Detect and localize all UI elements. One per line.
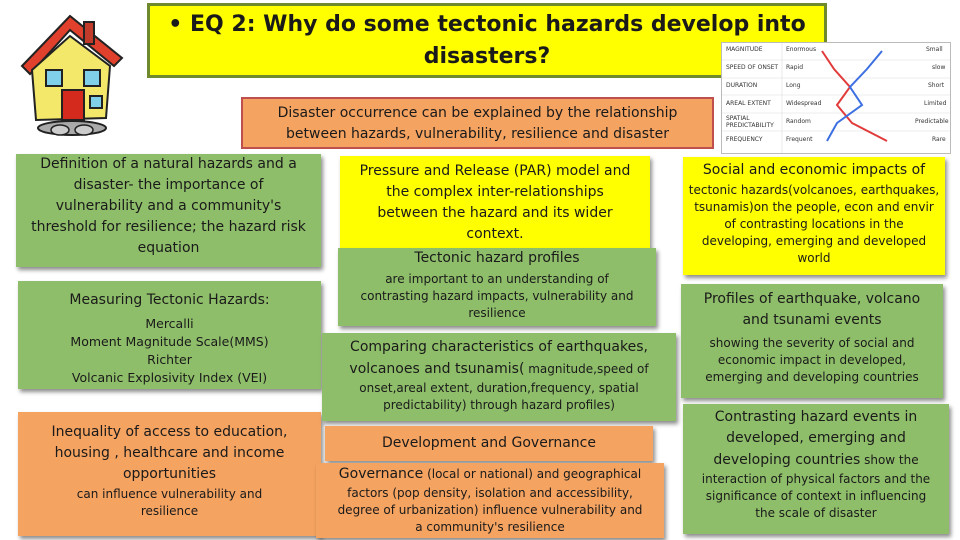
definition-box: [16, 154, 321, 267]
development-heading: Development and Governance: [382, 435, 596, 451]
text-line: developed, emerging and: [726, 430, 906, 446]
intro-line-2: between hazards, vulnerability, resilience and disaster: [286, 126, 669, 142]
text-line: the complex inter-relationships: [386, 184, 604, 200]
text-line: context.: [466, 226, 524, 242]
inequality-box: [18, 412, 321, 536]
row-left: Enormous: [786, 46, 817, 53]
text-line: threshold for resilience; the hazard risk: [31, 219, 306, 235]
row-right: Limited: [924, 100, 947, 107]
text-line: factors (pop density, isolation and accessibility,: [347, 486, 633, 500]
text-line: Pressure and Release (PAR) model and: [359, 163, 631, 179]
text-line: contrasting hazard impacts, vulnerability and: [360, 289, 634, 303]
text-line: a community's resilience: [415, 520, 565, 534]
text-line: between the hazard and its wider: [377, 205, 613, 221]
text-line: can influence vulnerability and: [76, 487, 263, 501]
row-label: FREQUENCY: [726, 136, 763, 143]
comparing-box: [322, 333, 676, 421]
text-line: showing the severity of social and: [709, 336, 915, 350]
social-box: [683, 157, 945, 275]
row-right: Short: [928, 82, 945, 89]
text-line: world: [797, 251, 831, 265]
row-label: DURATION: [726, 82, 758, 89]
text-line: equation: [137, 240, 200, 256]
hazard-profile-table: [721, 42, 951, 154]
text-line: interaction of physical factors and the: [701, 472, 931, 486]
text-line: Definition of a natural hazards and a: [40, 156, 297, 172]
text-line: housing , healthcare and income: [54, 445, 285, 461]
row-left: Random: [786, 118, 811, 125]
row-label: SPATIAL PREDICTABILITY: [726, 115, 774, 129]
measuring-box: [18, 281, 321, 389]
row-right: Small: [926, 46, 943, 53]
text-line: predictability) through hazard profiles): [383, 398, 615, 412]
text-line: the scale of disaster: [755, 506, 877, 520]
text-line: significance of context in influencing: [705, 489, 927, 503]
text-span: developing countries: [713, 452, 861, 468]
text-line: Contrasting hazard events in: [714, 409, 918, 425]
text-span: volcanoes and tsunamis(: [349, 361, 525, 377]
row-label: SPEED OF ONSET: [726, 64, 779, 71]
text-line: opportunities: [122, 466, 217, 482]
text-line: Social and economic impacts of: [702, 162, 926, 178]
hazard-profiles-box: [338, 248, 656, 326]
text-line: developing, emerging and developed: [701, 234, 927, 248]
text-line: disaster- the importance of: [73, 177, 264, 193]
hazard-profiles-heading: Tectonic hazard profiles: [414, 250, 580, 266]
text-line: vulnerability and a community's: [55, 198, 282, 214]
measuring-heading: Measuring Tectonic Hazards:: [69, 292, 270, 308]
text-line: are important to an understanding of: [385, 272, 609, 286]
row-left: Widespread: [786, 100, 822, 107]
list-item: Mercalli: [145, 316, 194, 331]
title-line-2: disasters?: [423, 44, 551, 69]
list-item: Richter: [147, 352, 192, 367]
text-line: Comparing characteristics of earthquakes,: [350, 339, 648, 355]
row-label: AREAL EXTENT: [726, 100, 771, 107]
text-line: resilience: [468, 306, 526, 320]
text-line: tectonic hazards(volcanoes, earthquakes,: [688, 183, 940, 197]
text-line: Profiles of earthquake, volcano: [703, 291, 921, 307]
list-item: Volcanic Explosivity Index (VEI): [71, 370, 268, 385]
text-line: and tsunami events: [742, 312, 882, 328]
row-left: Rapid: [786, 64, 803, 71]
intro-box: [241, 97, 714, 149]
row-right: slow: [932, 64, 946, 71]
text-line: degree of urbanization) influence vulnerability and: [337, 503, 643, 517]
development-box: [325, 426, 653, 461]
text-line: emerging and developing countries: [705, 370, 919, 384]
text-line: tsunamis)on the people, econ and envir: [694, 200, 934, 214]
text-span: Governance: [338, 466, 424, 482]
text-line: economic impact in developed,: [717, 353, 907, 367]
row-label: MAGNITUDE: [726, 46, 763, 53]
text-line: Inequality of access to education,: [51, 424, 288, 440]
par-box: [340, 156, 650, 248]
text-span: magnitude,speed of: [524, 362, 649, 376]
text-line: of contrasting locations in the: [724, 217, 904, 231]
text-span: (local or national) and geographical: [423, 467, 642, 481]
row-left: Frequent: [786, 136, 813, 143]
text-span: show the: [860, 453, 919, 467]
row-right: Predictable: [915, 118, 949, 125]
row-right: Rare: [932, 136, 946, 143]
title-line-1: • EQ 2: Why do some tectonic hazards develop into: [168, 12, 806, 37]
house-clipart: [14, 8, 134, 143]
eq-profiles-box: [681, 284, 943, 398]
intro-line-1: Disaster occurrence can be explained by the relationship: [277, 105, 678, 121]
row-left: Long: [786, 82, 801, 89]
text-line: resilience: [140, 504, 199, 518]
text-line: onset,areal extent, duration,frequency, spatial: [359, 381, 639, 395]
governance-box: [316, 463, 664, 538]
contrasting-box: [683, 404, 949, 534]
list-item: Moment Magnitude Scale(MMS): [70, 334, 269, 349]
